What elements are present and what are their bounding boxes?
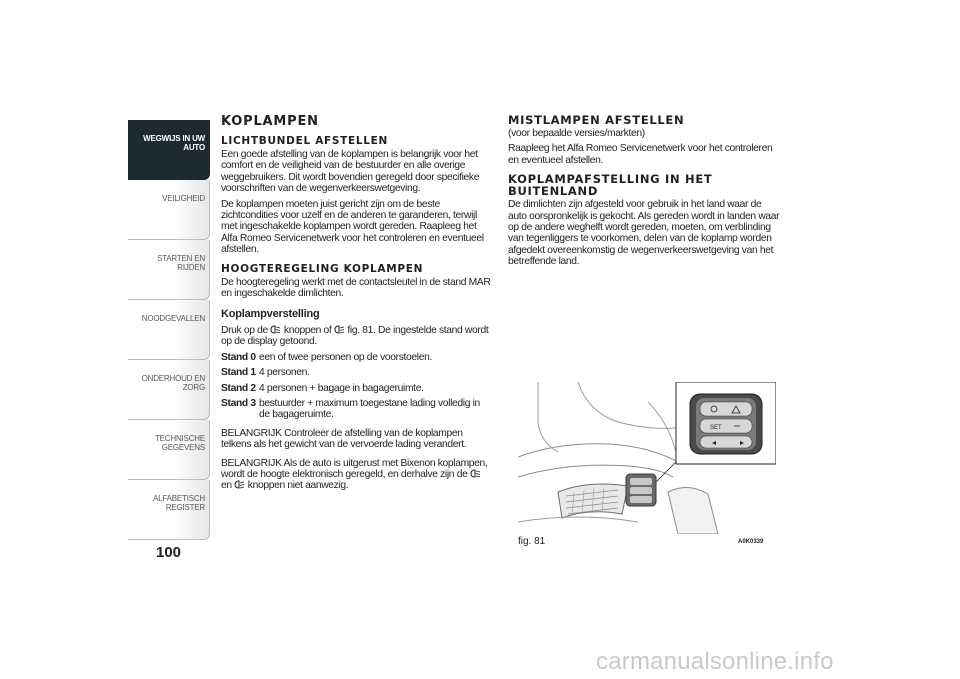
headlamp-up-icon xyxy=(234,480,245,489)
paragraph: De koplampen moeten juist gericht zijn om de beste zichtcondities voor uzelf en de anderen te garanderen, terwijl met ingeschakelde koplampen wordt gereden. Raapleeg het Alfa Romeo Servicenetwerk voor het controleren en eventueel afstellen. xyxy=(221,198,484,256)
stand-text: 4 personen. xyxy=(259,367,310,379)
stand-row-1 xyxy=(221,367,493,378)
page-title: KOPLAMPEN xyxy=(221,114,319,129)
section-title-lichtbundel: LICHTBUNDEL AFSTELLEN xyxy=(221,135,389,147)
paragraph: Een goede afstelling van de koplampen is belangrijk voor het comfort en de veiligheid van de bestuurder en alle overige weggebruikers. Dit wordt bovendien geregeld door specifieke voorschriften van de wegenverkeerswetgeving. xyxy=(221,149,480,195)
text-fragment: BELANGRIJK Als de auto is uitgerust met Bixenon koplampen, wordt de hoogte elektronisch geregeld, en derhalve zijn de xyxy=(221,457,488,480)
stand-label: Stand 1 xyxy=(221,367,256,379)
headlamp-down-icon xyxy=(470,469,481,478)
headlamp-down-icon xyxy=(270,325,281,334)
text-fragment: en xyxy=(221,480,232,492)
stand-label: Stand 0 xyxy=(221,351,256,363)
figure-81-dashboard-buttons xyxy=(518,382,776,534)
stand-label: Stand 3 xyxy=(221,397,256,409)
tab-noodgevallen[interactable]: NOODGEVALLEN xyxy=(128,300,210,360)
text-fragment: knoppen of xyxy=(283,324,332,336)
right-column xyxy=(508,114,780,272)
page-number: 100 xyxy=(156,544,182,561)
note-paragraph-bixenon xyxy=(221,458,493,492)
tab-alfabetisch-register[interactable]: ALFABETISCH REGISTER xyxy=(128,480,210,540)
section-title-buitenland: KOPLAMPAFSTELLING IN HET BUITENLAND xyxy=(508,172,713,199)
text-fragment: fig. 81. De ingestelde stand wordt op de display getoond. xyxy=(221,324,489,348)
section-title-mistlampen: MISTLAMPEN AFSTELLEN xyxy=(508,113,685,127)
left-column xyxy=(221,114,493,496)
stand-row-0 xyxy=(221,352,493,363)
note-paragraph: BELANGRIJK Controleer de afstelling van de koplampen telkens als het gewicht van de vervoerde lading verandert. xyxy=(221,427,467,451)
stand-text: 4 personen + bagage in bagageruimte. xyxy=(259,382,424,394)
paragraph: Raapleeg het Alfa Romeo Servicenetwerk voor het controleren en eventueel afstellen. xyxy=(508,143,773,166)
headlamp-up-icon xyxy=(334,325,345,334)
button-cluster-small xyxy=(626,474,656,506)
paragraph: De dimlichten zijn afgesteld voor gebruik in het land waar de auto oorspronkelijk is gekocht. Als gereden wordt in landen waar op de andere weghelft wordt gereden, moeten, om verblinding van tegenliggers te voorkomen, delen van de koplamp worden afgedekt overeenkomstig de wegenverkeerswetgeving van het betreffende land. xyxy=(508,199,780,268)
stand-text: een of twee personen op de voorstoelen. xyxy=(259,351,432,363)
stand-text: bestuurder + maximum toegestane lading volledig in de bagageruimte. xyxy=(259,397,480,421)
tab-wegwijs-in-uw-auto[interactable]: WEGWIJS IN UW AUTO xyxy=(128,120,210,180)
chapter-sidebar xyxy=(128,120,210,540)
stand-label: Stand 2 xyxy=(221,382,256,394)
text-fragment: Druk op de xyxy=(221,324,268,336)
subtitle: (voor bepaalde versies/markten) xyxy=(508,128,645,139)
subsection-title-koplampverstelling: Koplampverstelling xyxy=(221,308,320,321)
watermark: carmanualsonline.info xyxy=(596,648,834,675)
paragraph-koplampverstelling xyxy=(221,325,493,348)
button-cluster-zoom xyxy=(690,394,762,454)
tab-technische-gegevens[interactable]: TECHNISCHE GEGEVENS xyxy=(128,420,210,480)
section-title-hoogteregeling: HOOGTEREGELING KOPLAMPEN xyxy=(221,262,424,275)
tab-starten-en-rijden[interactable]: STARTEN EN RIJDEN xyxy=(128,240,210,300)
tab-onderhoud-en-zorg[interactable]: ONDERHOUD EN ZORG xyxy=(128,360,210,420)
figure-code: A0K0339 xyxy=(738,539,764,545)
dashboard-illustration xyxy=(518,382,776,534)
paragraph: De hoogteregeling werkt met de contactsleutel in de stand MAR en ingeschakelde dimlichten. xyxy=(221,276,491,300)
figure-caption: fig. 81 xyxy=(518,536,546,547)
tab-veiligheid[interactable]: VEILIGHEID xyxy=(128,180,210,240)
stand-row-3 xyxy=(221,398,493,421)
stand-row-2 xyxy=(221,383,493,394)
set-button-label: SET xyxy=(710,425,722,431)
text-fragment: knoppen niet aanwezig. xyxy=(247,480,349,492)
